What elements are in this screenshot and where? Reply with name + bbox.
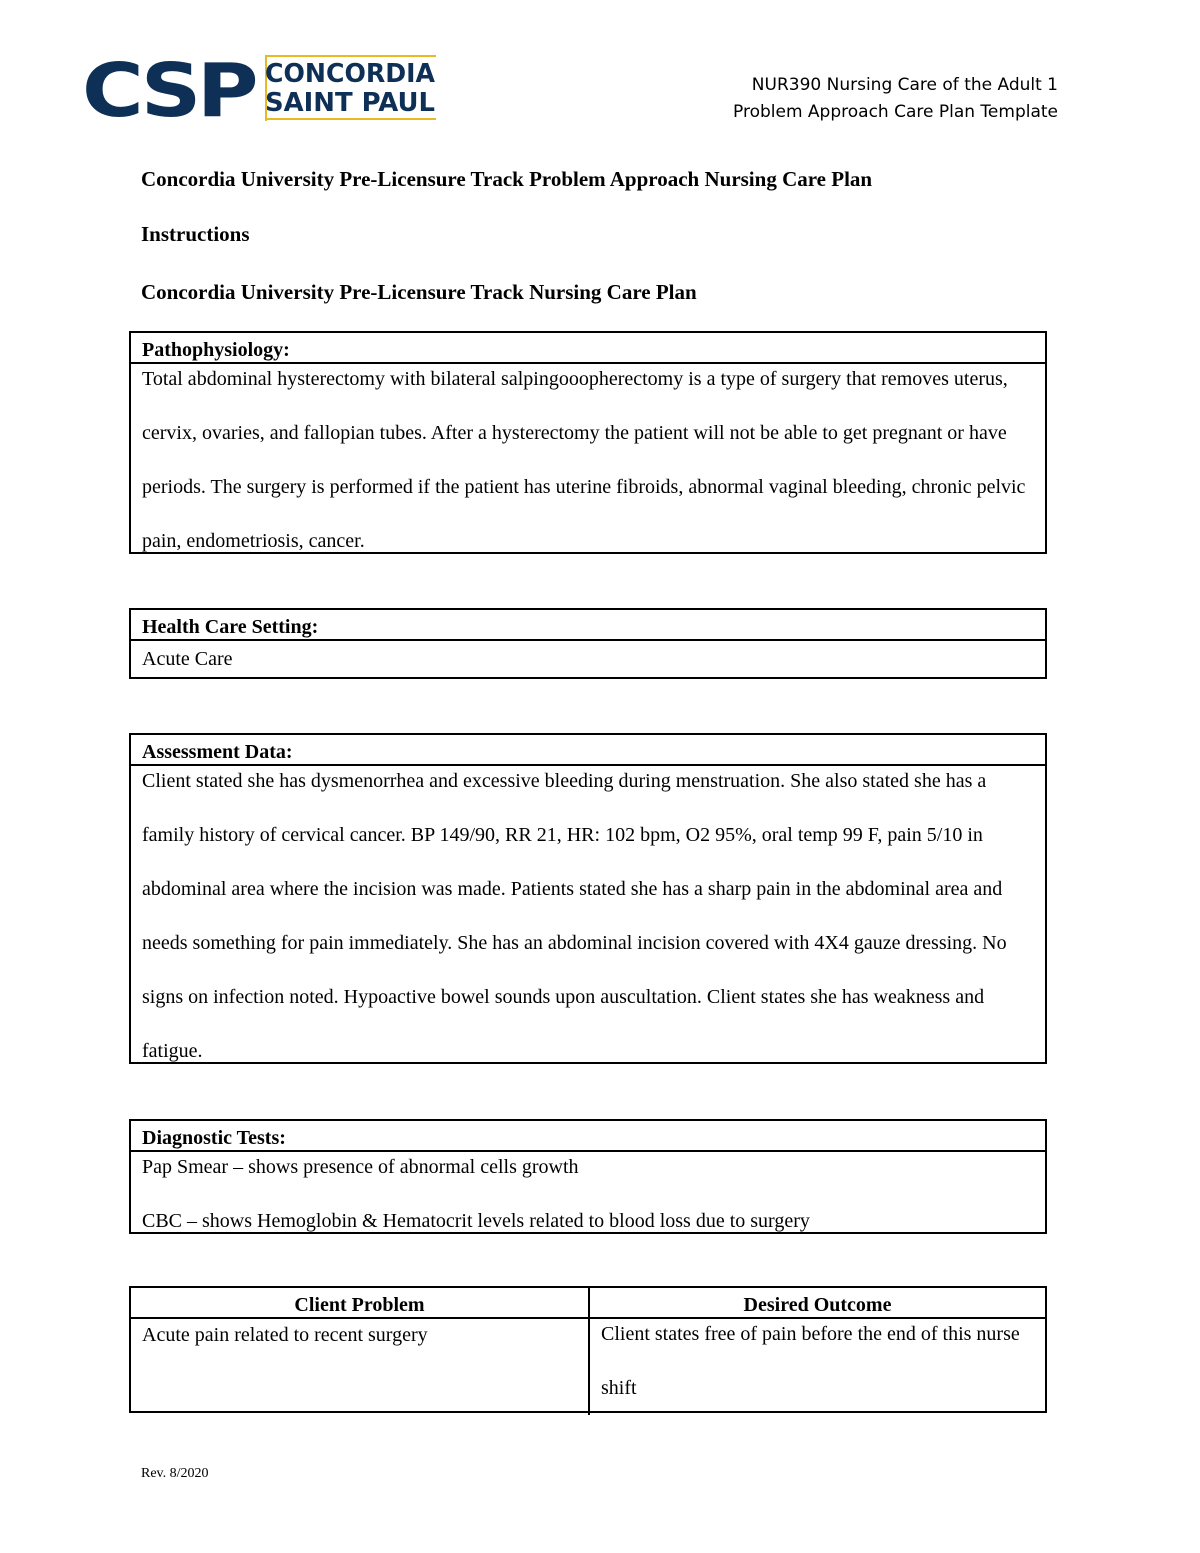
diagnostic-test-item: Pap Smear – shows presence of abnormal cells growth bbox=[142, 1156, 579, 1178]
problem-outcome-table bbox=[129, 1286, 1047, 1413]
diagnostic-tests-box bbox=[129, 1119, 1047, 1234]
document-title: Concordia University Pre-Licensure Track Problem Approach Nursing Care Plan bbox=[141, 167, 873, 191]
health-care-setting-text: Acute Care bbox=[142, 648, 233, 670]
care-plan-heading: Concordia University Pre-Licensure Track Nursing Care Plan bbox=[141, 280, 697, 304]
diagnostic-tests-label: Diagnostic Tests: bbox=[131, 1121, 1045, 1152]
desired-outcome-header: Desired Outcome bbox=[590, 1288, 1045, 1319]
desired-outcome-cell: Client states free of pain before the end of this nurse shift bbox=[601, 1323, 1020, 1399]
running-header bbox=[733, 72, 1058, 126]
csp-logo-mark bbox=[82, 54, 442, 122]
template-title: Problem Approach Care Plan Template bbox=[733, 102, 1058, 122]
revision-footer: Rev. 8/2020 bbox=[141, 1466, 209, 1481]
pathophysiology-box bbox=[129, 331, 1047, 554]
concordia-logo bbox=[82, 54, 442, 122]
health-care-setting-box bbox=[129, 608, 1047, 679]
client-problem-header: Client Problem bbox=[131, 1288, 590, 1319]
logo-line-1: CONCORDIA bbox=[265, 59, 435, 89]
assessment-data-text: Client stated she has dysmenorrhea and excessive bleeding during menstruation. She also stated she has a family history of cervical cancer. BP 149/90, RR 21, HR: 102 bpm, O2 95%, oral temp 99 F, pain 5/10 in abdominal area where the incision was made. Patients stated she has a sharp pain in the abdominal area and needs something for pain immediately. She has an abdominal incision covered with 4X4 gauze dressing. No signs on infection noted. Hypoactive bowel sounds upon auscultation. Client states she has weakness and fatigue. bbox=[142, 770, 1007, 1062]
client-problem-cell: Acute pain related to recent surgery bbox=[131, 1319, 590, 1415]
logo-mark-text: CSP bbox=[82, 54, 256, 122]
assessment-data-box bbox=[129, 733, 1047, 1064]
logo-line-2: SAINT PAUL bbox=[265, 88, 435, 118]
instructions-heading: Instructions bbox=[141, 222, 250, 246]
assessment-data-label: Assessment Data: bbox=[131, 735, 1045, 766]
pathophysiology-text: Total abdominal hysterectomy with bilateral salpingooopherectomy is a type of surgery that removes uterus, cervix, ovaries, and fallopian tubes. After a hysterectomy the patient will not be able to get pregnant or have periods. The surgery is performed if the patient has uterine fibroids, abnormal vaginal bleeding, chronic pelvic pain, endometriosis, cancer. bbox=[142, 368, 1026, 552]
diagnostic-test-item: CBC – shows Hemoglobin & Hematocrit levels related to blood loss due to surgery bbox=[142, 1210, 810, 1232]
course-title: NUR390 Nursing Care of the Adult 1 bbox=[751, 75, 1058, 95]
pathophysiology-label: Pathophysiology: bbox=[131, 333, 1045, 364]
health-care-setting-label: Health Care Setting: bbox=[131, 610, 1045, 641]
